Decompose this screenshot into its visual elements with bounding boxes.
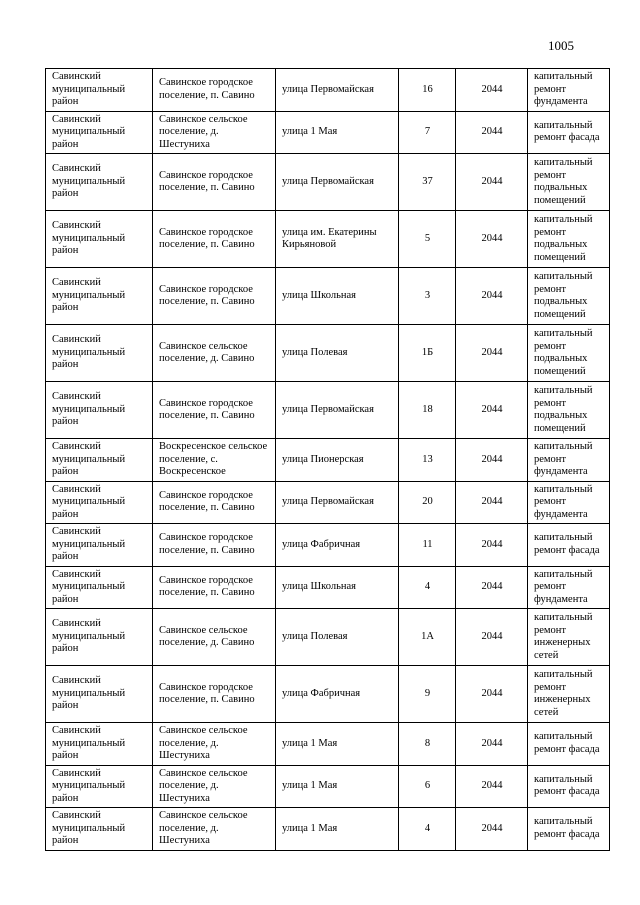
street-cell: улица 1 Мая [276, 808, 399, 851]
settlement-cell: Савинское сельское поселение, д. Шестуниха [153, 111, 276, 154]
house-cell: 6 [399, 765, 456, 808]
year-cell: 2044 [456, 566, 528, 609]
work-type-cell: капитальный ремонт фасада [528, 808, 610, 851]
work-type-cell: капитальный ремонт подвальных помещений [528, 268, 610, 325]
table-row [46, 211, 610, 268]
house-cell: 1А [399, 609, 456, 666]
house-cell: 4 [399, 808, 456, 851]
table-row [46, 666, 610, 723]
settlement-cell: Савинское городское поселение, п. Савино [153, 268, 276, 325]
district-cell: Савинский муниципальный район [46, 211, 153, 268]
table-row [46, 723, 610, 766]
year-cell: 2044 [456, 524, 528, 567]
table-row [46, 268, 610, 325]
year-cell: 2044 [456, 765, 528, 808]
year-cell: 2044 [456, 382, 528, 439]
table-row [46, 609, 610, 666]
street-cell: улица 1 Мая [276, 111, 399, 154]
table-row [46, 808, 610, 851]
table-row [46, 382, 610, 439]
settlement-cell: Савинское городское поселение, п. Савино [153, 666, 276, 723]
house-cell: 4 [399, 566, 456, 609]
street-cell: улица Школьная [276, 268, 399, 325]
district-cell: Савинский муниципальный район [46, 325, 153, 382]
table-row [46, 69, 610, 112]
house-cell: 7 [399, 111, 456, 154]
district-cell: Савинский муниципальный район [46, 69, 153, 112]
year-cell: 2044 [456, 154, 528, 211]
house-cell: 37 [399, 154, 456, 211]
settlement-cell: Савинское сельское поселение, д. Савино [153, 609, 276, 666]
table-row [46, 111, 610, 154]
house-cell: 16 [399, 69, 456, 112]
district-cell: Савинский муниципальный район [46, 268, 153, 325]
street-cell: улица Пионерская [276, 439, 399, 482]
settlement-cell: Савинское городское поселение, п. Савино [153, 566, 276, 609]
house-cell: 1Б [399, 325, 456, 382]
house-cell: 11 [399, 524, 456, 567]
street-cell: улица Первомайская [276, 69, 399, 112]
district-cell: Савинский муниципальный район [46, 524, 153, 567]
settlement-cell: Савинское сельское поселение, д. Савино [153, 325, 276, 382]
house-cell: 3 [399, 268, 456, 325]
street-cell: улица Фабричная [276, 666, 399, 723]
house-cell: 20 [399, 481, 456, 524]
street-cell: улица им. Екатерины Кирьяновой [276, 211, 399, 268]
year-cell: 2044 [456, 111, 528, 154]
settlement-cell: Савинское сельское поселение, д. Шестуниха [153, 723, 276, 766]
house-cell: 9 [399, 666, 456, 723]
district-cell: Савинский муниципальный район [46, 723, 153, 766]
table-row [46, 524, 610, 567]
district-cell: Савинский муниципальный район [46, 382, 153, 439]
street-cell: улица Первомайская [276, 154, 399, 211]
district-cell: Савинский муниципальный район [46, 666, 153, 723]
table-row [46, 439, 610, 482]
table-row [46, 765, 610, 808]
street-cell: улица Школьная [276, 566, 399, 609]
settlement-cell: Савинское городское поселение, п. Савино [153, 382, 276, 439]
work-type-cell: капитальный ремонт подвальных помещений [528, 154, 610, 211]
year-cell: 2044 [456, 69, 528, 112]
settlement-cell: Савинское городское поселение, п. Савино [153, 69, 276, 112]
house-cell: 13 [399, 439, 456, 482]
table-row [46, 325, 610, 382]
settlement-cell: Савинское городское поселение, п. Савино [153, 524, 276, 567]
settlement-cell: Савинское городское поселение, п. Савино [153, 154, 276, 211]
house-cell: 5 [399, 211, 456, 268]
district-cell: Савинский муниципальный район [46, 111, 153, 154]
work-type-cell: капитальный ремонт подвальных помещений [528, 382, 610, 439]
work-type-cell: капитальный ремонт фундамента [528, 69, 610, 112]
district-cell: Савинский муниципальный район [46, 439, 153, 482]
district-cell: Савинский муниципальный район [46, 154, 153, 211]
settlement-cell: Савинское городское поселение, п. Савино [153, 481, 276, 524]
table-row [46, 481, 610, 524]
street-cell: улица 1 Мая [276, 765, 399, 808]
year-cell: 2044 [456, 481, 528, 524]
district-cell: Савинский муниципальный район [46, 481, 153, 524]
year-cell: 2044 [456, 666, 528, 723]
district-cell: Савинский муниципальный район [46, 609, 153, 666]
table-row [46, 566, 610, 609]
year-cell: 2044 [456, 808, 528, 851]
street-cell: улица 1 Мая [276, 723, 399, 766]
table-row [46, 154, 610, 211]
settlement-cell: Савинское городское поселение, п. Савино [153, 211, 276, 268]
work-type-cell: капитальный ремонт инженерных сетей [528, 609, 610, 666]
house-cell: 8 [399, 723, 456, 766]
work-type-cell: капитальный ремонт фасада [528, 111, 610, 154]
page-number: 1005 [548, 38, 574, 53]
year-cell: 2044 [456, 723, 528, 766]
district-cell: Савинский муниципальный район [46, 566, 153, 609]
street-cell: улица Полевая [276, 609, 399, 666]
work-type-cell: капитальный ремонт подвальных помещений [528, 211, 610, 268]
work-type-cell: капитальный ремонт фундамента [528, 481, 610, 524]
settlement-cell: Савинское сельское поселение, д. Шестуниха [153, 765, 276, 808]
street-cell: улица Первомайская [276, 481, 399, 524]
work-type-cell: капитальный ремонт фасада [528, 723, 610, 766]
year-cell: 2044 [456, 439, 528, 482]
work-type-cell: капитальный ремонт фасада [528, 524, 610, 567]
year-cell: 2044 [456, 268, 528, 325]
street-cell: улица Первомайская [276, 382, 399, 439]
registry-body [46, 69, 610, 851]
street-cell: улица Полевая [276, 325, 399, 382]
street-cell: улица Фабричная [276, 524, 399, 567]
district-cell: Савинский муниципальный район [46, 765, 153, 808]
work-type-cell: капитальный ремонт фундамента [528, 566, 610, 609]
repair-registry-table [45, 68, 610, 851]
settlement-cell: Савинское сельское поселение, д. Шестуниха [153, 808, 276, 851]
settlement-cell: Воскресенское сельское поселение, с. Воскресенское [153, 439, 276, 482]
work-type-cell: капитальный ремонт подвальных помещений [528, 325, 610, 382]
district-cell: Савинский муниципальный район [46, 808, 153, 851]
work-type-cell: капитальный ремонт фундамента [528, 439, 610, 482]
work-type-cell: капитальный ремонт инженерных сетей [528, 666, 610, 723]
year-cell: 2044 [456, 211, 528, 268]
work-type-cell: капитальный ремонт фасада [528, 765, 610, 808]
house-cell: 18 [399, 382, 456, 439]
year-cell: 2044 [456, 325, 528, 382]
year-cell: 2044 [456, 609, 528, 666]
